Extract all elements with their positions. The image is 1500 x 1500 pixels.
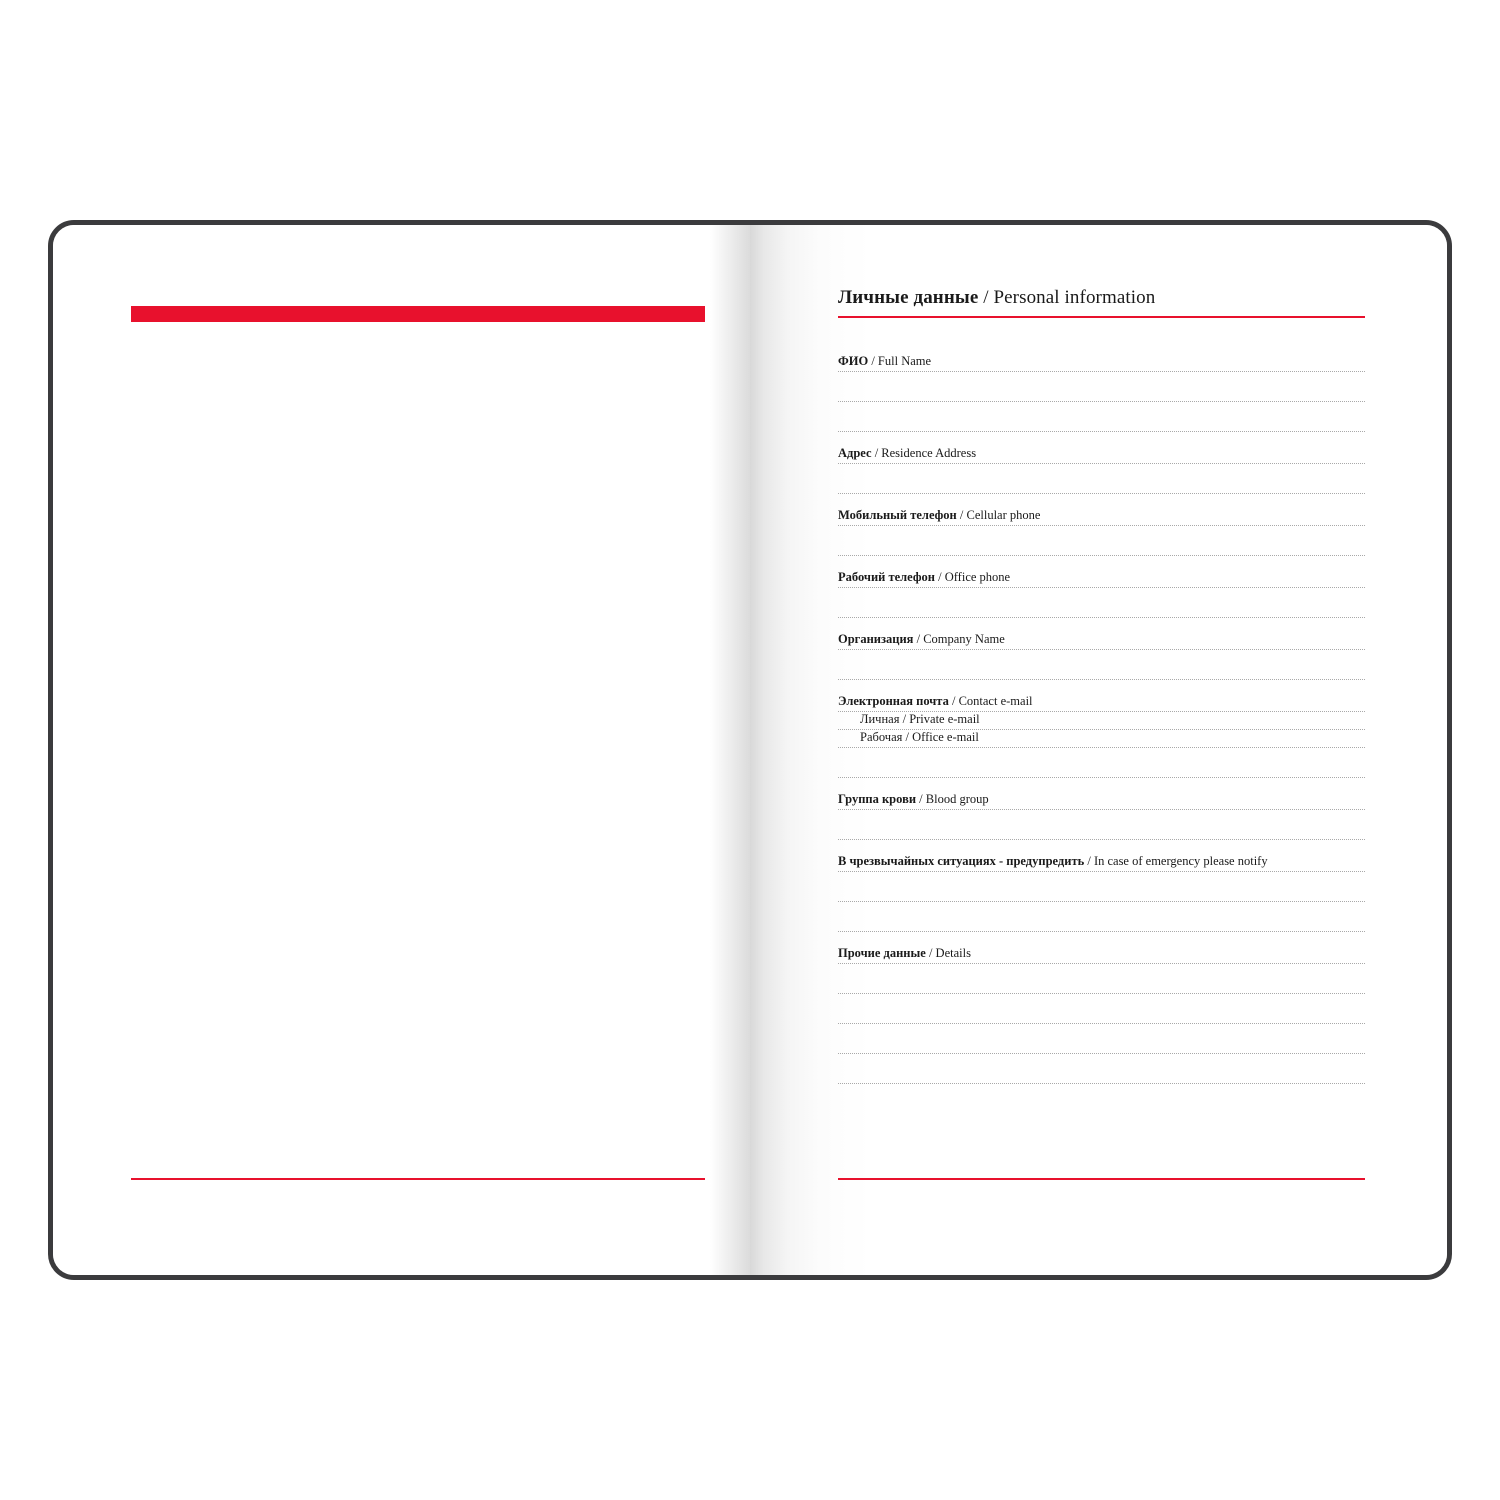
field-label-ru: Адрес — [838, 446, 872, 460]
field-label-ru: Группа крови — [838, 792, 917, 806]
field-gap — [838, 494, 1365, 508]
field-label-en: Blood group — [925, 792, 989, 806]
write-line[interactable] — [838, 810, 1365, 840]
write-line[interactable] — [838, 650, 1365, 680]
field-label-blood-group — [838, 792, 1365, 809]
write-line[interactable] — [838, 902, 1365, 932]
field-label-en: Residence Address — [881, 446, 977, 460]
field-gap — [838, 778, 1365, 792]
page-title — [838, 287, 1365, 309]
field-full-name — [838, 354, 1365, 432]
field-label-ru: Рабочая — [860, 730, 903, 744]
page-title-en: Personal information — [993, 287, 1156, 308]
field-gap — [838, 432, 1365, 446]
page-corner-pocket-right — [1388, 1216, 1452, 1280]
title-gap — [838, 318, 1365, 340]
field-label-en: Cellular phone — [966, 508, 1041, 522]
field-office-email — [838, 730, 1365, 778]
field-label-sep: / — [916, 792, 926, 806]
field-label-private-email — [838, 712, 1365, 729]
field-label-company-name — [838, 632, 1365, 649]
field-label-emergency-notify — [838, 854, 1365, 871]
field-label-office-phone — [838, 570, 1365, 587]
write-line[interactable] — [838, 1054, 1365, 1084]
field-label-en: Private e-mail — [909, 712, 980, 726]
field-private-email — [838, 712, 1365, 730]
field-gap — [838, 556, 1365, 570]
field-contact-email — [838, 694, 1365, 712]
field-label-sep: / — [902, 730, 913, 744]
field-label-sep: / — [871, 446, 882, 460]
field-label-en: Company Name — [923, 632, 1005, 646]
field-label-contact-email — [838, 694, 1365, 711]
page-corner-pocket-left — [48, 1216, 112, 1280]
field-label-ru: Рабочий телефон — [838, 570, 935, 584]
write-line[interactable] — [838, 994, 1365, 1024]
write-line[interactable] — [838, 588, 1365, 618]
page-title-ru: Личные данные — [838, 287, 979, 308]
field-gap — [838, 680, 1365, 694]
field-label-en: Office e-mail — [912, 730, 979, 744]
field-label-details — [838, 946, 1365, 963]
field-label-en: In case of emergency please notify — [1093, 854, 1268, 868]
field-blood-group — [838, 792, 1365, 840]
field-label-sep: / — [934, 570, 945, 584]
write-line[interactable] — [838, 1024, 1365, 1054]
field-label-cellular-phone — [838, 508, 1365, 525]
field-details — [838, 946, 1365, 1084]
field-label-en: Contact e-mail — [958, 694, 1033, 708]
field-label-sep: / — [956, 508, 967, 522]
field-label-en: Full Name — [877, 354, 932, 368]
field-label-ru: Мобильный телефон — [838, 508, 957, 522]
field-label-sep: / — [913, 632, 924, 646]
field-label-office-email — [838, 730, 1365, 747]
field-label-ru: Электронная почта — [838, 694, 949, 708]
field-label-ru: Организация — [838, 632, 914, 646]
field-office-phone — [838, 570, 1365, 618]
write-line[interactable] — [838, 372, 1365, 402]
field-label-ru: Личная — [860, 712, 900, 726]
right-page — [750, 225, 1447, 1275]
write-line[interactable] — [838, 464, 1365, 494]
notebook-spread — [48, 220, 1452, 1280]
left-page — [53, 225, 750, 1275]
field-gap — [838, 932, 1365, 946]
field-label-residence-address — [838, 446, 1365, 463]
write-line[interactable] — [838, 748, 1365, 778]
field-label-sep: / — [1084, 854, 1094, 868]
write-line[interactable] — [838, 402, 1365, 432]
left-page-bottom-rule — [131, 1178, 705, 1180]
page-title-separator: / — [978, 287, 994, 308]
write-line[interactable] — [838, 872, 1365, 902]
field-label-sep: / — [948, 694, 959, 708]
field-label-sep: / — [868, 354, 878, 368]
field-label-sep: / — [925, 946, 936, 960]
field-label-en: Details — [935, 946, 971, 960]
field-residence-address — [838, 446, 1365, 494]
write-line[interactable] — [838, 964, 1365, 994]
field-emergency-notify — [838, 854, 1365, 932]
field-label-en: Office phone — [944, 570, 1011, 584]
field-label-sep: / — [899, 712, 910, 726]
field-company-name — [838, 632, 1365, 680]
field-cellular-phone — [838, 508, 1365, 556]
notebook-pages — [53, 225, 1447, 1275]
write-line[interactable] — [838, 526, 1365, 556]
field-label-ru: В чрезвычайных ситуациях - предупредить — [838, 854, 1085, 868]
personal-information-form — [838, 287, 1365, 1187]
field-label-ru: ФИО — [838, 354, 869, 368]
title-gap-2 — [838, 340, 1365, 354]
right-page-bottom-rule — [838, 1178, 1365, 1180]
field-label-ru: Прочие данные — [838, 946, 926, 960]
left-page-red-bar — [131, 306, 705, 322]
field-gap — [838, 840, 1365, 854]
field-gap — [838, 618, 1365, 632]
field-label-full-name — [838, 354, 1365, 371]
